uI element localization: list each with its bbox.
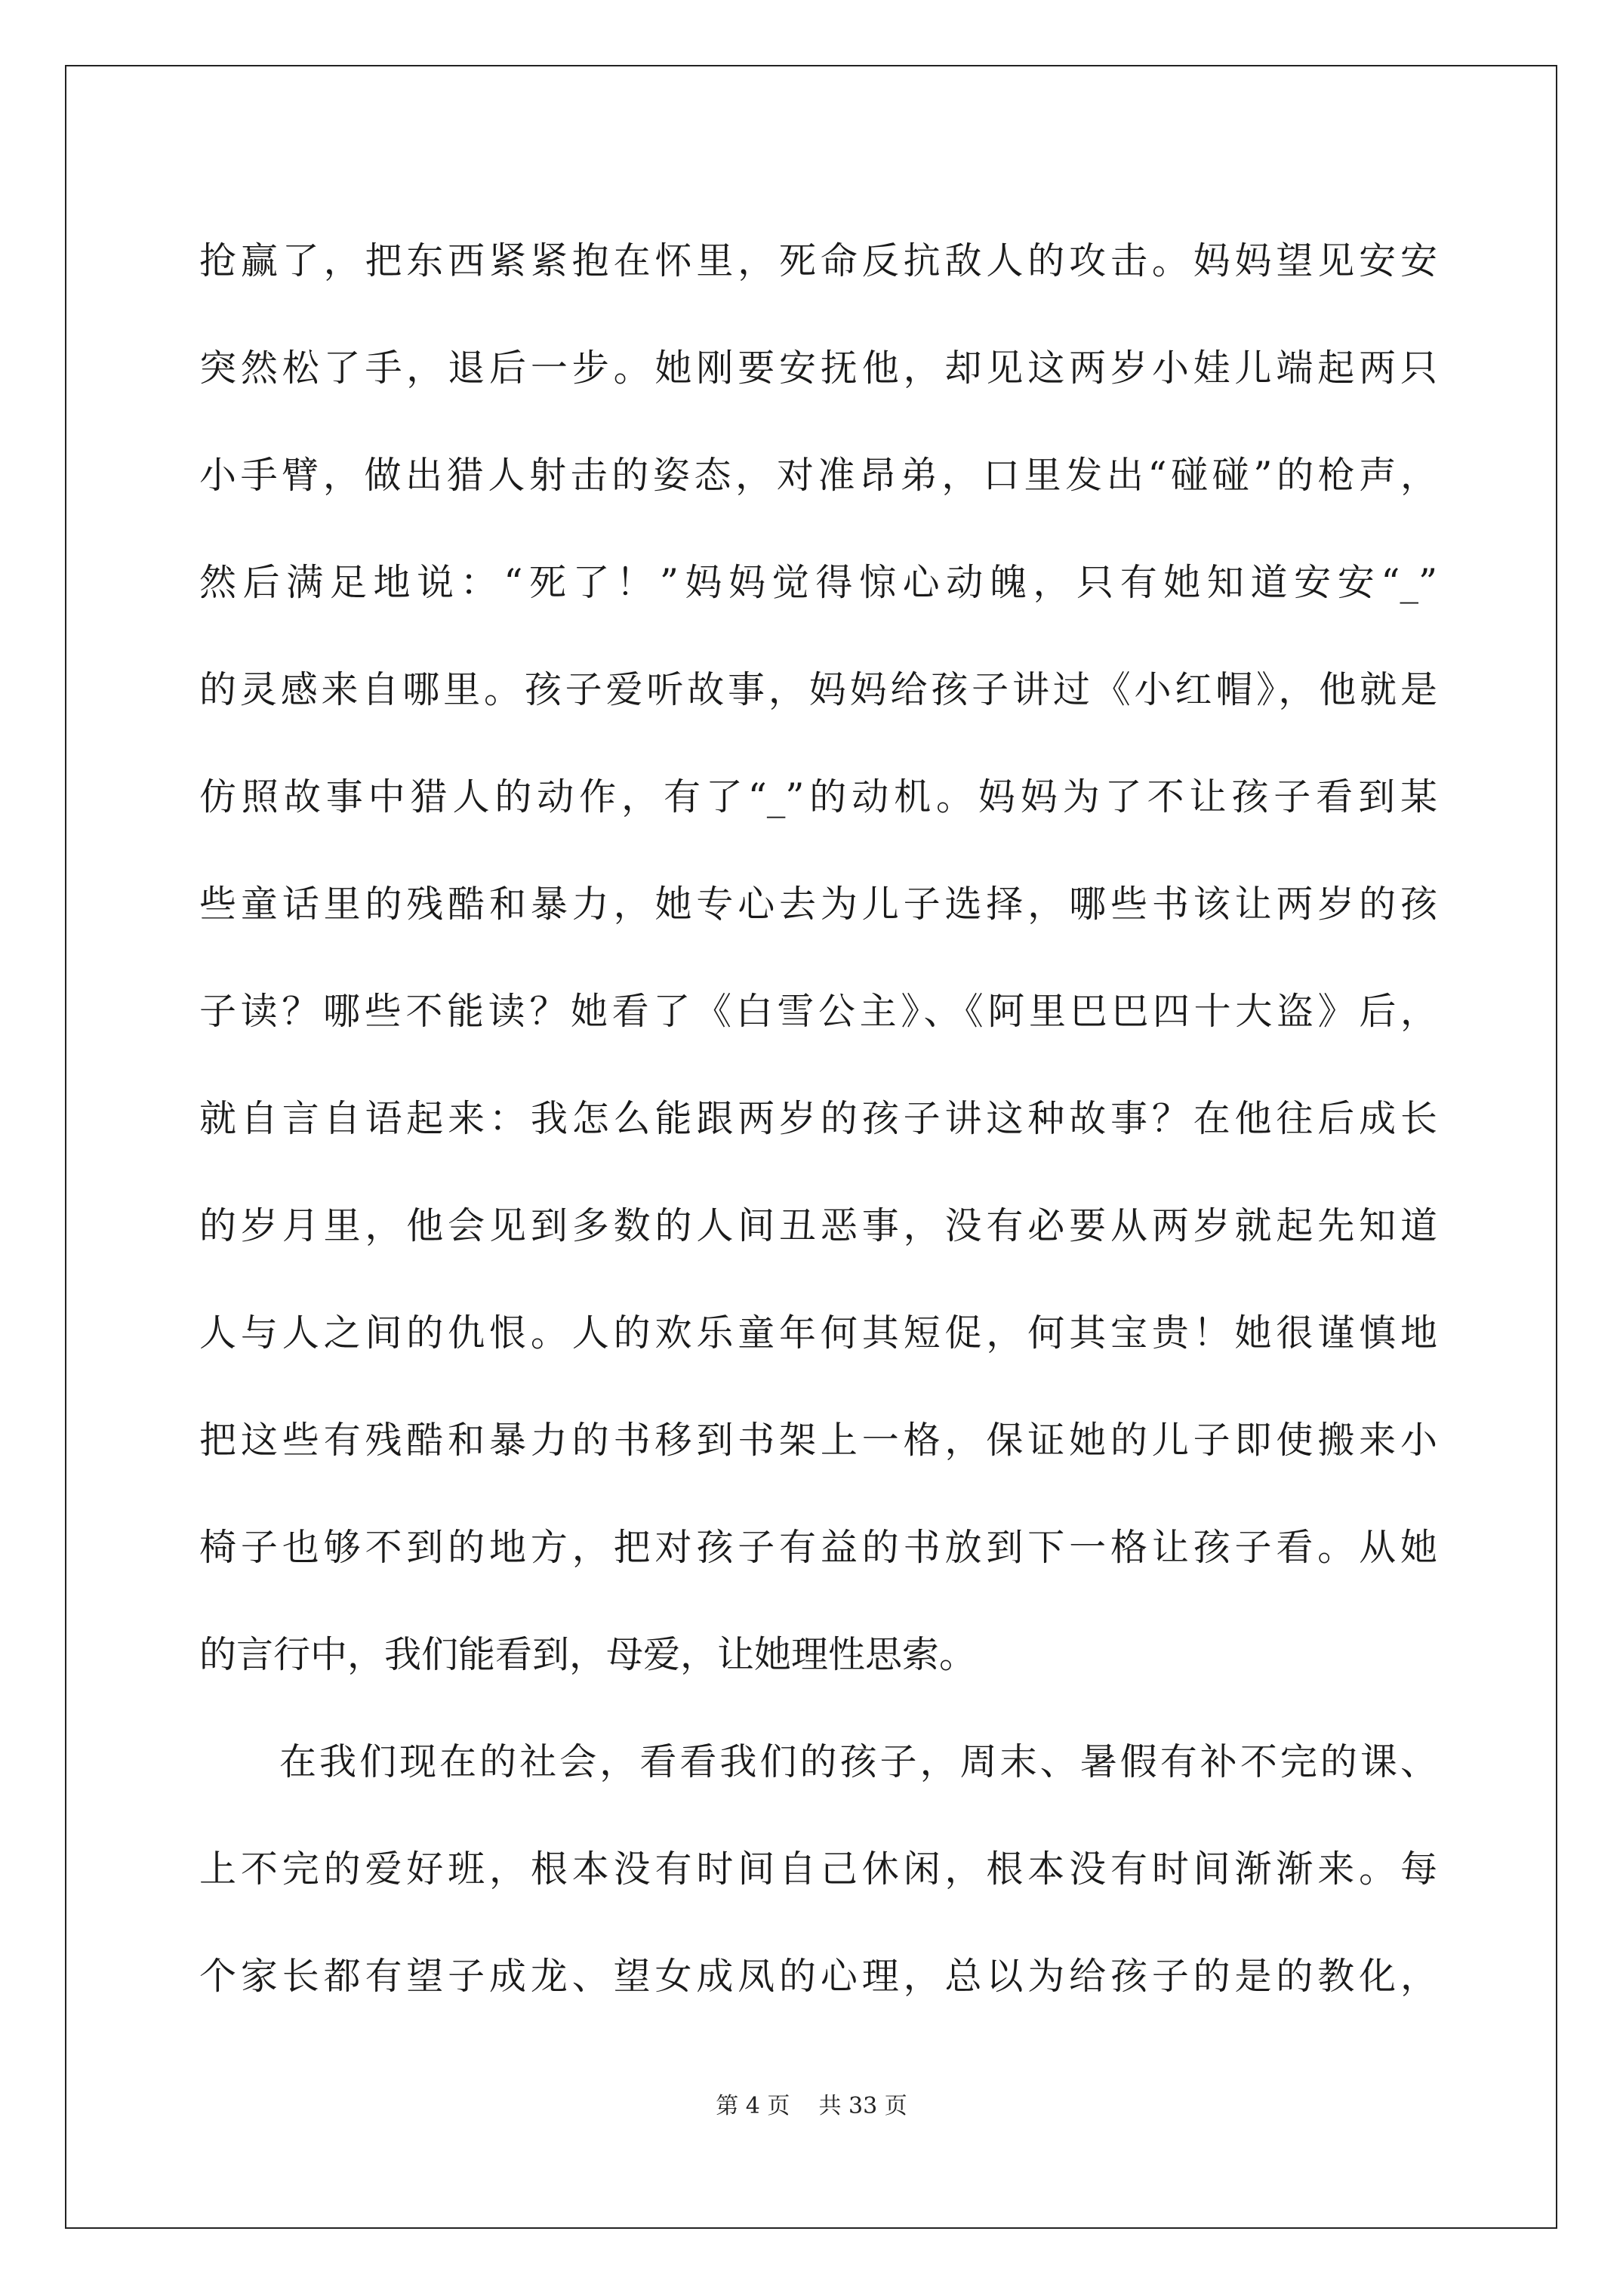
text-line: 小手臂，做出猎人射击的姿态，对准昂弟，口里发出“碰碰”的枪声，: [199, 454, 1437, 497]
text-line: 的岁月里，他会见到多数的人间丑恶事，没有必要从两岁就起先知道: [199, 1204, 1437, 1247]
text-line: 就自言自语起来：我怎么能跟两岁的孩子讲这种故事？在他往后成长: [199, 1097, 1437, 1140]
text-line: 人与人之间的仇恨。人的欢乐童年何其短促，何其宝贵！她很谨慎地: [199, 1311, 1437, 1354]
text-line: 上不完的爱好班，根本没有时间自己休闲，根本没有时间渐渐来。每: [199, 1848, 1437, 1891]
document-body: [199, 208, 1437, 2030]
text-line: 个家长都有望子成龙、望女成凤的心理，总以为给孩子的是的教化，: [199, 1955, 1437, 1998]
text-line: 的灵感来自哪里。孩子爱听故事，妈妈给孩子讲过《小红帽》，他就是: [199, 668, 1437, 711]
paragraph-first-line: 在我们现在的社会，看看我们的孩子，周末、暑假有补不完的课、: [279, 1740, 1437, 1783]
text-line: 把这些有残酷和暴力的书移到书架上一格，保证她的儿子即使搬来小: [199, 1419, 1437, 1462]
text-line: 抢赢了，把东西紧紧抱在怀里，死命反抗敌人的攻击。妈妈望见安安: [199, 239, 1437, 282]
paragraph-last-line: 的言行中，我们能看到，母爱，让她理性思索。: [199, 1633, 977, 1676]
text-line: 仿照故事中猎人的动作，有了“_”的动机。妈妈为了不让孩子看到某: [199, 775, 1437, 818]
text-line: 然后满足地说：“死了！”妈妈觉得惊心动魄，只有她知道安安“_”: [199, 561, 1437, 604]
page-footer: 第 4 页 共 33 页: [716, 2093, 907, 2119]
text-line: 椅子也够不到的地方，把对孩子有益的书放到下一格让孩子看。从她: [199, 1526, 1437, 1569]
text-line: 些童话里的残酷和暴力，她专心去为儿子选择，哪些书该让两岁的孩: [199, 883, 1437, 926]
text-line: 子读？哪些不能读？她看了《白雪公主》、《阿里巴巴四十大盗》后，: [199, 990, 1437, 1033]
text-line: 突然松了手，退后一步。她刚要安抚他，却见这两岁小娃儿端起两只: [199, 347, 1437, 390]
